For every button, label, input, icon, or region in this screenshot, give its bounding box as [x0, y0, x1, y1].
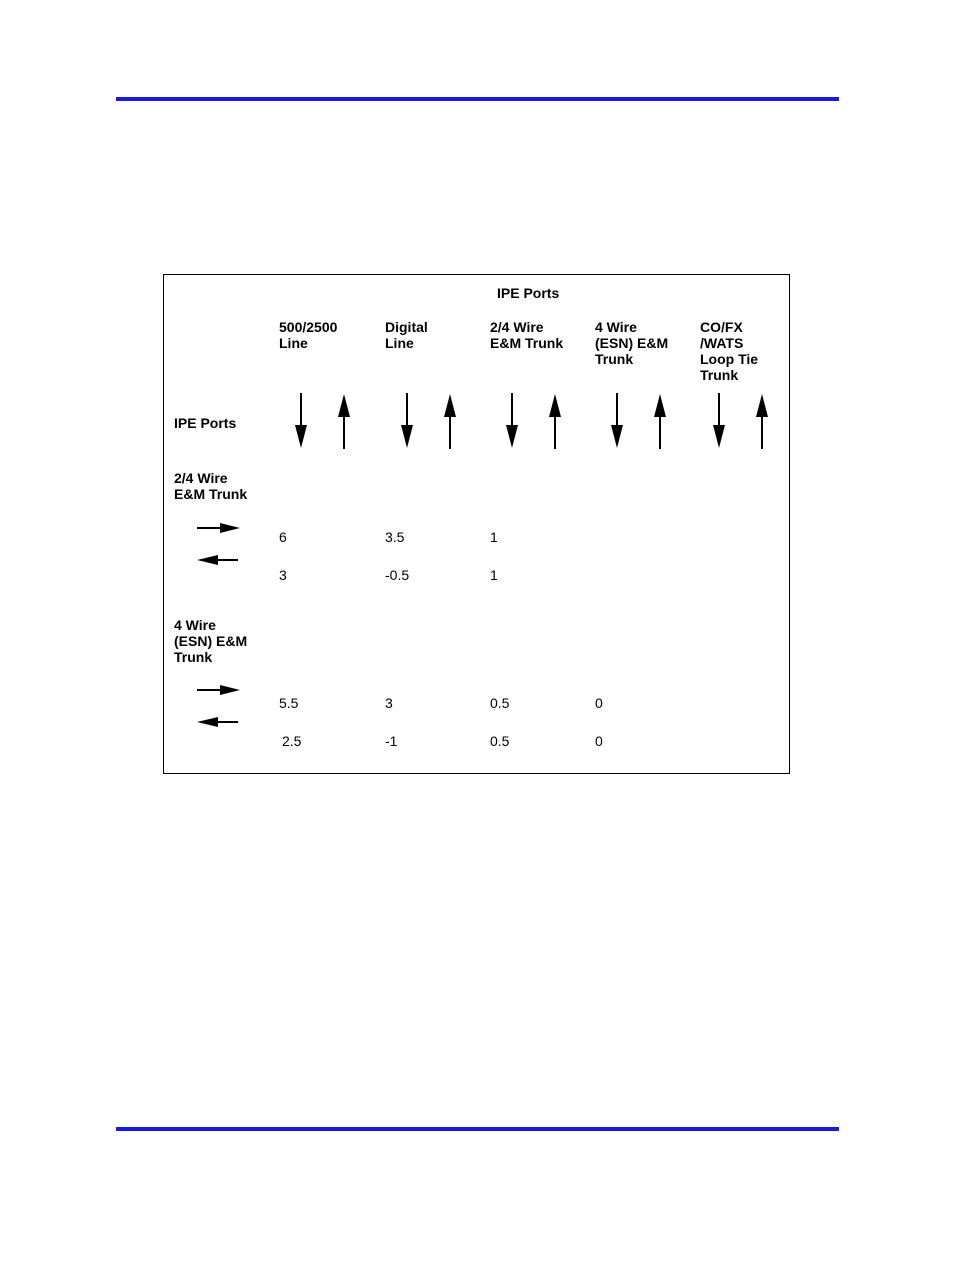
down-arrow-icon	[401, 393, 413, 448]
column-header-2-4-wire-em-trunk: 2/4 Wire E&M Trunk	[490, 319, 564, 351]
value-cell: 0.5	[490, 695, 510, 711]
value-cell: 0.5	[490, 733, 510, 749]
value-cell: 3	[385, 695, 393, 711]
bottom-rule	[116, 1127, 839, 1131]
figure-title: IPE Ports	[497, 285, 560, 301]
value-cell: -1	[385, 733, 398, 749]
down-arrow-icon	[506, 393, 518, 448]
row-header-ipe-ports: IPE Ports	[174, 415, 237, 431]
column-header-4-wire-esn-em-trunk: 4 Wire (ESN) E&M Trunk	[595, 319, 669, 367]
up-arrow-icon	[444, 394, 456, 449]
left-arrow-icon	[197, 717, 238, 727]
value-cell: 0	[595, 695, 603, 711]
value-cell: -0.5	[385, 567, 410, 583]
down-arrow-icon	[295, 393, 307, 448]
loss-plan-figure	[163, 274, 790, 774]
value-cell: 1	[490, 529, 498, 545]
value-cell: 6	[279, 529, 287, 545]
right-arrow-icon	[197, 685, 240, 695]
value-cell: 1	[490, 567, 498, 583]
top-rule	[116, 97, 839, 101]
value-cell: 3.5	[385, 529, 405, 545]
column-header-500-2500-line: 500/2500 Line	[279, 319, 338, 351]
value-cell: 3	[279, 567, 287, 583]
column-direction-arrows	[164, 275, 791, 775]
value-cell: 5.5	[279, 695, 299, 711]
value-cell: 0	[595, 733, 603, 749]
up-arrow-icon	[756, 394, 768, 449]
down-arrow-icon	[713, 393, 725, 448]
up-arrow-icon	[654, 394, 666, 449]
value-cell: 2.5	[282, 733, 302, 749]
section-label-2-4-wire-em-trunk: 2/4 Wire E&M Trunk	[174, 470, 248, 502]
left-arrow-icon	[197, 555, 238, 565]
right-arrow-icon	[197, 523, 240, 533]
down-arrow-icon	[611, 393, 623, 448]
column-header-co-fx-wats-loop-tie-trunk: CO/FX /WATS Loop Tie Trunk	[700, 319, 759, 383]
up-arrow-icon	[338, 394, 350, 449]
column-header-digital-line: Digital Line	[385, 319, 428, 351]
up-arrow-icon	[549, 394, 561, 449]
section-label-4-wire-esn-em-trunk: 4 Wire (ESN) E&M Trunk	[174, 617, 248, 665]
